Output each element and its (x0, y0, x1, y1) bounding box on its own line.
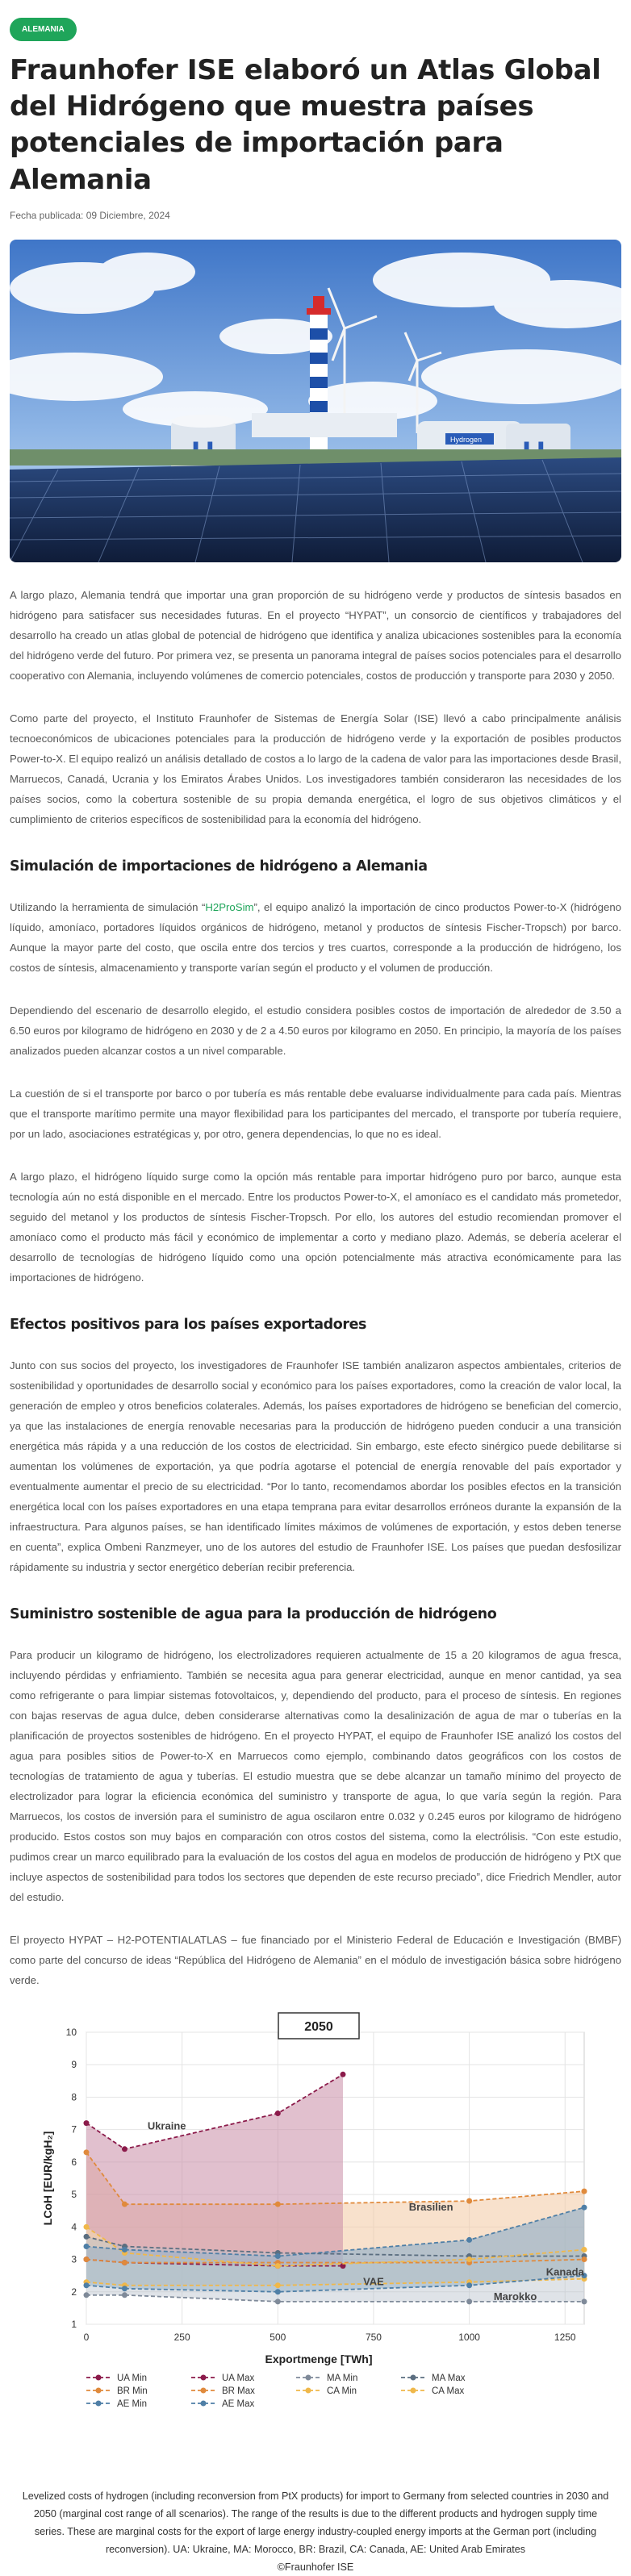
data-point (582, 2247, 587, 2252)
data-point (340, 2072, 345, 2077)
y-tick-label: 1 (71, 2318, 77, 2330)
category-badge[interactable]: ALEMANIA (10, 18, 77, 41)
data-point (275, 2253, 281, 2259)
y-tick-label: 10 (65, 2026, 77, 2038)
paragraph: Junto con sus socios del proyecto, los investigadores de Fraunhofer ISE también analizaron aspectos ambientales, criterios de sostenibilidad y oportunidades de desarrollo social y económico para los países exportadores, como la creación de valor local, la generación de empleo y otros beneficios colaterales. Además, los países exportadores de hidrógeno se benefician del comercio, ya que las instalaciones de energía renovable necesarias para la producción de hidrógeno pueden conducir a una transición energética más rápida y a una reducción de los costos de electricidad. Sin embargo, este efecto sinérgico puede debilitarse si aumentan los volúmenes de exportación, ya que podría agotarse el potencial de energía renovable del país exportador y eventualmente aumentar el precio de su electricidad. “Por lo tanto, recomendamos abordar los posibles efectos en la transición energética local con los países exportadores en una etapa temprana para evitar desarrollos erróneos durante la expansión de la infraestructura. Para algunos países, se han identificado límites máximos de volúmenes de exportación, y estos deben tenerse en cuenta”, explica Ombeni Ranzmeyer, uno de los autores del estudio de Fraunhofer ISE. Los países que puedan desfosilizar rápidamente su industria y sector energético deberían recibir preferencia. (10, 1359, 621, 1573)
data-point (466, 2298, 472, 2304)
legend-marker (411, 2374, 416, 2380)
section-heading: Suministro sostenible de agua para la producción de hidrógeno (10, 1605, 497, 1622)
legend-marker (306, 2374, 311, 2380)
data-point (582, 2205, 587, 2211)
paragraph: A largo plazo, Alemania tendrá que importar una gran proporción de su hidrógeno verde y productos de síntesis basados en hidrógeno para satisfacer sus necesidades futuras. En el proyecto “HYPAT”, un consorcio de científicos y trabajadores del desarrollo ha creado un atlas global de potencial de hidrógeno que identifica y analiza ubicaciones sostenibles para la economía del hidrógeno verde del futuro. Por primera vez, se presenta un panorama integral de países socios potenciales para el desarrollo cooperativo con Alemania, incluyendo volúmenes de comercio potenciales, costos de producción y transporte para 2030 y 2050. (10, 588, 621, 682)
data-point (466, 2257, 472, 2262)
legend-label: MA Max (432, 2373, 466, 2383)
legend-label: BR Max (222, 2386, 255, 2396)
chart-svg (10, 2010, 621, 2478)
x-axis-label: Exportmenge [TWh] (265, 2352, 373, 2365)
x-tick-label: 1000 (458, 2331, 480, 2343)
data-point (122, 2247, 127, 2252)
y-tick-label: 5 (71, 2188, 77, 2200)
x-tick-label: 750 (365, 2331, 382, 2343)
legend-marker (306, 2387, 311, 2393)
y-tick-label: 9 (71, 2059, 77, 2071)
legend-marker (96, 2400, 102, 2406)
legend-label: CA Min (327, 2386, 357, 2396)
y-tick-label: 3 (71, 2253, 77, 2265)
solar-panels (10, 457, 621, 562)
paragraph: Como parte del proyecto, el Instituto Fraunhofer de Sistemas de Energía Solar (ISE) llevó a cabo principalmente análisis tecnoeconómicos de ubicaciones potenciales para la producción de hidrógeno verde y la exportación de posibles productos Power-to-X. El equipo realizó un análisis detallado de costos a lo largo de la cadena de valor para las importaciones desde Brasil, Marruecos, Canadá, Ucrania y los Emiratos Árabes Unidos. Los investigadores también consideraron las necesidades de los países socios, como la cobertura sostenible de su propia demanda energética, el logro de sus objetivos climáticos y el cumplimiento de criterios específicos de sostenibilidad para la economía del hidrógeno. (10, 712, 621, 825)
region-label: Ukraine (147, 2119, 186, 2132)
legend-label: MA Min (327, 2373, 358, 2383)
data-point (122, 2260, 127, 2265)
data-point (275, 2298, 281, 2304)
publish-date: Fecha publicada: 09 Diciembre, 2024 (10, 209, 170, 221)
paragraph: El proyecto HYPAT – H2-POTENTIALATLAS – fue financiado por el Ministerio Federal de Educación e Investigación (BMBF) como parte del concurso de ideas “República del Hidrógeno de Alemania” en el módulo de investigación básica sobre hidrógeno verde. (10, 1933, 621, 1986)
data-point (275, 2110, 281, 2116)
x-tick-label: 500 (270, 2331, 286, 2343)
data-point (84, 2244, 90, 2249)
x-tick-label: 0 (83, 2331, 90, 2343)
data-point (122, 2146, 127, 2152)
legend-label: AE Max (222, 2399, 255, 2409)
paragraph: La cuestión de si el transporte por barco o por tubería es más rentable debe evaluarse individualmente para cada país. Mientras que el transporte marítimo permite una mayor flexibilidad para los participantes del mercado, el transporte por tubería requiere, por un lado, asociaciones estratégicas y, por otro, genera dependencias, lo que no es ideal. (10, 1087, 621, 1140)
region-label: Brasilien (408, 2201, 453, 2214)
legend-marker (201, 2387, 207, 2393)
data-point (275, 2289, 281, 2294)
chart-title: 2050 (304, 2019, 333, 2034)
y-tick-label: 4 (71, 2221, 77, 2233)
region-label: VAE (363, 2275, 384, 2288)
article-title: Fraunhofer ISE elaboró un Atlas Global del Hidrógeno que muestra países potenciales de importación para Alemania (10, 54, 601, 196)
legend-label: CA Max (432, 2386, 465, 2396)
data-point (582, 2188, 587, 2194)
legend-marker (201, 2400, 207, 2406)
data-point (84, 2224, 90, 2230)
data-point (84, 2257, 90, 2262)
legend-label: UA Max (222, 2373, 255, 2383)
data-point (84, 2292, 90, 2298)
data-point (84, 2234, 90, 2240)
lcoh-chart (10, 2010, 621, 2478)
paragraph: Para producir un kilogramo de hidrógeno, los electrolizadores requieren actualmente de 15 a 20 kilogramos de agua fresca, incluyendo pérdidas y enfriamiento. También se necesita agua para generar electricidad, aunque en menor cantidad, ya sea como refrigerante o para limpiar sistemas fotovoltaicos, y, dependiendo del producto, para el proceso de síntesis. En regiones con bajas reservas de agua dulce, deben considerarse alternativas como la desalinización de agua de mar o tuberías en la planificación de proyectos sostenibles de hidrógeno. En el proyecto HYPAT, el equipo de Fraunhofer ISE analizó los costos del agua para posibles sitios de Power-to-X en Marruecos como ejemplo, combinando datos geográficos con los costos de tecnologías de tratamiento de agua y tuberías. El estudio muestra que se debe alcanzar un tamaño mínimo del proyecto de electrolizador para lograr la eficiencia económica del suministro y transporte de agua, lo que varía según la región. Para Marruecos, los costos de inversión para el suministro de agua oscilaron entre 0.032 y 0.245 euros por kilogramo de hidrógeno producido. Estos costos son muy bajos en comparación con otros costos del sistema, como la electrólisis. “Con este estudio, pudimos crear un marco equilibrado para la evaluación de los costos del agua en modelos de producción de hidrógeno y PtX que incluye aspectos de sostenibilidad para todos los sectores que dependen de este recurso preciado”, dice Friedrich Mendler, autor del estudio. (10, 1648, 621, 1903)
data-point (466, 2237, 472, 2243)
region-label: Marokko (493, 2290, 537, 2303)
data-point (122, 2202, 127, 2207)
y-axis-label: LCoH [EUR/kgH₂] (41, 2131, 54, 2226)
legend-marker (96, 2387, 102, 2393)
hero-image (10, 240, 621, 562)
data-point (582, 2257, 587, 2262)
legend-label: BR Min (117, 2386, 148, 2396)
paragraph: A largo plazo, el hidrógeno líquido surge como la opción más rentable para importar hidrógeno puro por barco, aunque esta tecnología aún no está disponible en el mercado. Entre los productos Power-to-X, el amoníaco es el candidato más prometedor, seguido del metanol y los productos de síntesis Fischer-Tropsch. Por ello, los autores del estudio recomiendan promover el amoníaco como el producto más fácil y económico de implementar a corto y mediano plazo. Además, se debería acelerar el desarrollo de tecnologías de hidrógeno líquido como una opción potencialmente más atractiva económicamente para las importaciones de hidrógeno. (10, 1170, 621, 1284)
y-tick-label: 8 (71, 2091, 77, 2103)
figure-credit: ©Fraunhofer ISE (277, 2561, 354, 2573)
section-heading: Efectos positivos para los países exportadores (10, 1316, 367, 1333)
section-heading: Simulación de importaciones de hidrógeno a Alemania (10, 858, 428, 875)
data-point (122, 2286, 127, 2291)
legend-label: AE Min (117, 2399, 148, 2409)
data-point (275, 2202, 281, 2207)
y-tick-label: 7 (71, 2123, 77, 2136)
region-label: Kanada (545, 2265, 584, 2278)
data-point (275, 2282, 281, 2288)
legend-marker (201, 2374, 207, 2380)
y-tick-label: 6 (71, 2156, 77, 2168)
data-point (466, 2198, 472, 2204)
x-tick-label: 250 (173, 2331, 190, 2343)
data-point (84, 2282, 90, 2288)
paragraph: Dependiendo del escenario de desarrollo elegido, el estudio considera posibles costos de importación de alrededor de 3.50 a 6.50 euros por kilogramo de hidrógeno en 2030 y de 2 a 4.50 euros por kilogramo en 2050. En principio, la mayoría de los países analizados pueden alcanzar costos a un nivel comparable. (10, 1004, 621, 1057)
y-tick-label: 2 (71, 2286, 77, 2298)
svg-text:Hydrogen: Hydrogen (450, 435, 483, 444)
legend-marker (96, 2374, 102, 2380)
data-point (466, 2282, 472, 2288)
data-point (84, 2120, 90, 2126)
legend-marker (411, 2387, 416, 2393)
data-point (582, 2298, 587, 2304)
data-point (122, 2292, 127, 2298)
h2prosim-link[interactable]: H2ProSim (205, 900, 254, 913)
x-tick-label: 1250 (554, 2331, 576, 2343)
paragraph: Utilizando la herramienta de simulación “H2ProSim”, el equipo analizó la importación de cinco productos Power-to-X (hidrógeno líquido, amoníaco, portadores líquidos orgánicos de hidrógeno, metanol y productos de síntesis Fischer-Tropsch) por barco. Aunque la mayor parte del costo, que oscila entre dos tercios y tres cuartos, corresponde a la producción de hidrógeno, los costos de síntesis, almacenamiento y transporte varían según el producto y el volumen de producción. (10, 900, 621, 974)
legend-label: UA Min (117, 2373, 148, 2383)
data-point (84, 2149, 90, 2155)
data-point (275, 2263, 281, 2269)
figure-caption: Levelized costs of hydrogen (including reconversion from PtX products) for import to Germany from selected countries in 2030 and 2050 (marginal cost range of all scenarios). The range of the results is due to the different products and hydrogen supply time series. These are marginal costs for the export of large energy industry-coupled energy imports at the German port (including reconversion). UA: Ukraine, MA: Morocco, BR: Brazil, CA: Canada, AE: United Arab Emirates (22, 2490, 609, 2555)
